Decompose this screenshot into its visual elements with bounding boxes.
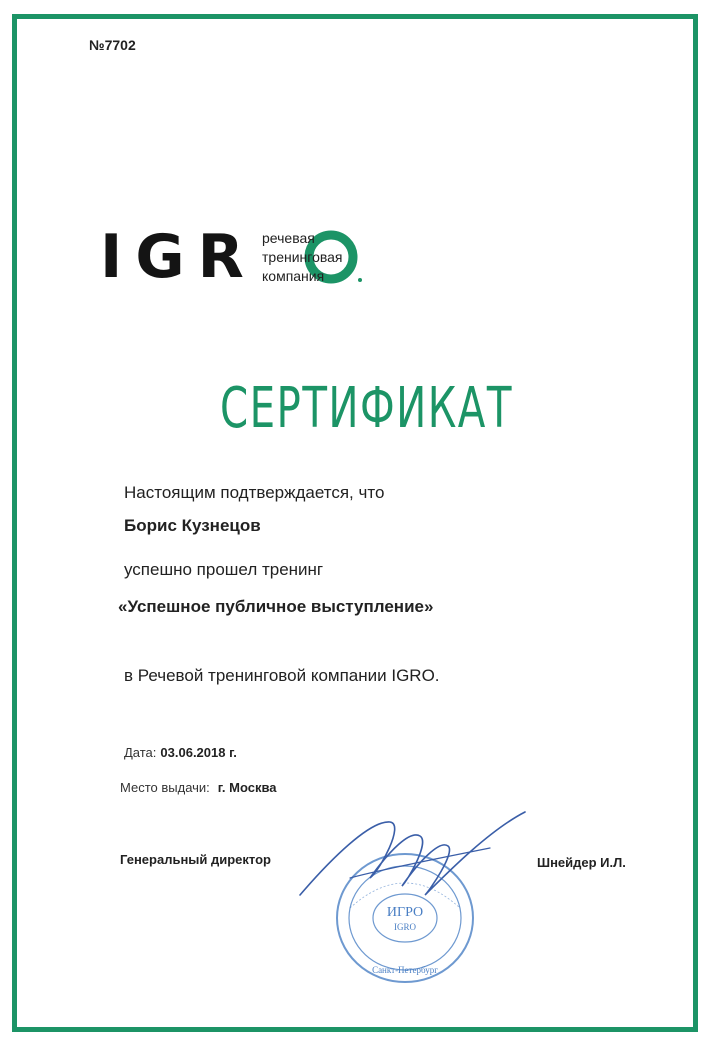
issue-place [120, 780, 277, 795]
director-signature [290, 800, 540, 910]
company-text: в Речевой тренинговой компании IGRO. [124, 666, 440, 685]
logo-letters: IGR [100, 222, 257, 292]
place-value: г. Москва [217, 780, 277, 795]
logo-tagline [262, 229, 343, 286]
place-label: Место выдачи: [120, 780, 210, 795]
certificate-number: №7702 [89, 37, 136, 53]
certificate-title: СЕРТИФИКАТ [220, 376, 513, 441]
date-value: 03.06.2018 г. [160, 745, 237, 760]
tagline-line-2: тренинговая [262, 249, 343, 265]
confirm-text: Настоящим подтверждается, что [124, 483, 385, 502]
recipient-name: Борис Кузнецов [124, 516, 261, 535]
tagline-line-1: речевая [262, 230, 315, 246]
director-name: Шнейдер И.Л. [537, 855, 626, 870]
tagline-line-3: компания [262, 268, 325, 284]
director-title: Генеральный директор [120, 852, 271, 867]
issue-date [124, 745, 237, 760]
course-name: «Успешное публичное выступление» [118, 597, 434, 616]
stamp-bottom-arc: Санкт-Петербург [372, 965, 438, 975]
logo-dot-icon [358, 278, 362, 282]
passed-text: успешно прошел тренинг [124, 560, 324, 579]
stamp-center-top: ИГРО [386, 905, 424, 920]
stamp-center-bottom: IGRO [394, 922, 416, 932]
date-label: Дата: [124, 745, 157, 760]
